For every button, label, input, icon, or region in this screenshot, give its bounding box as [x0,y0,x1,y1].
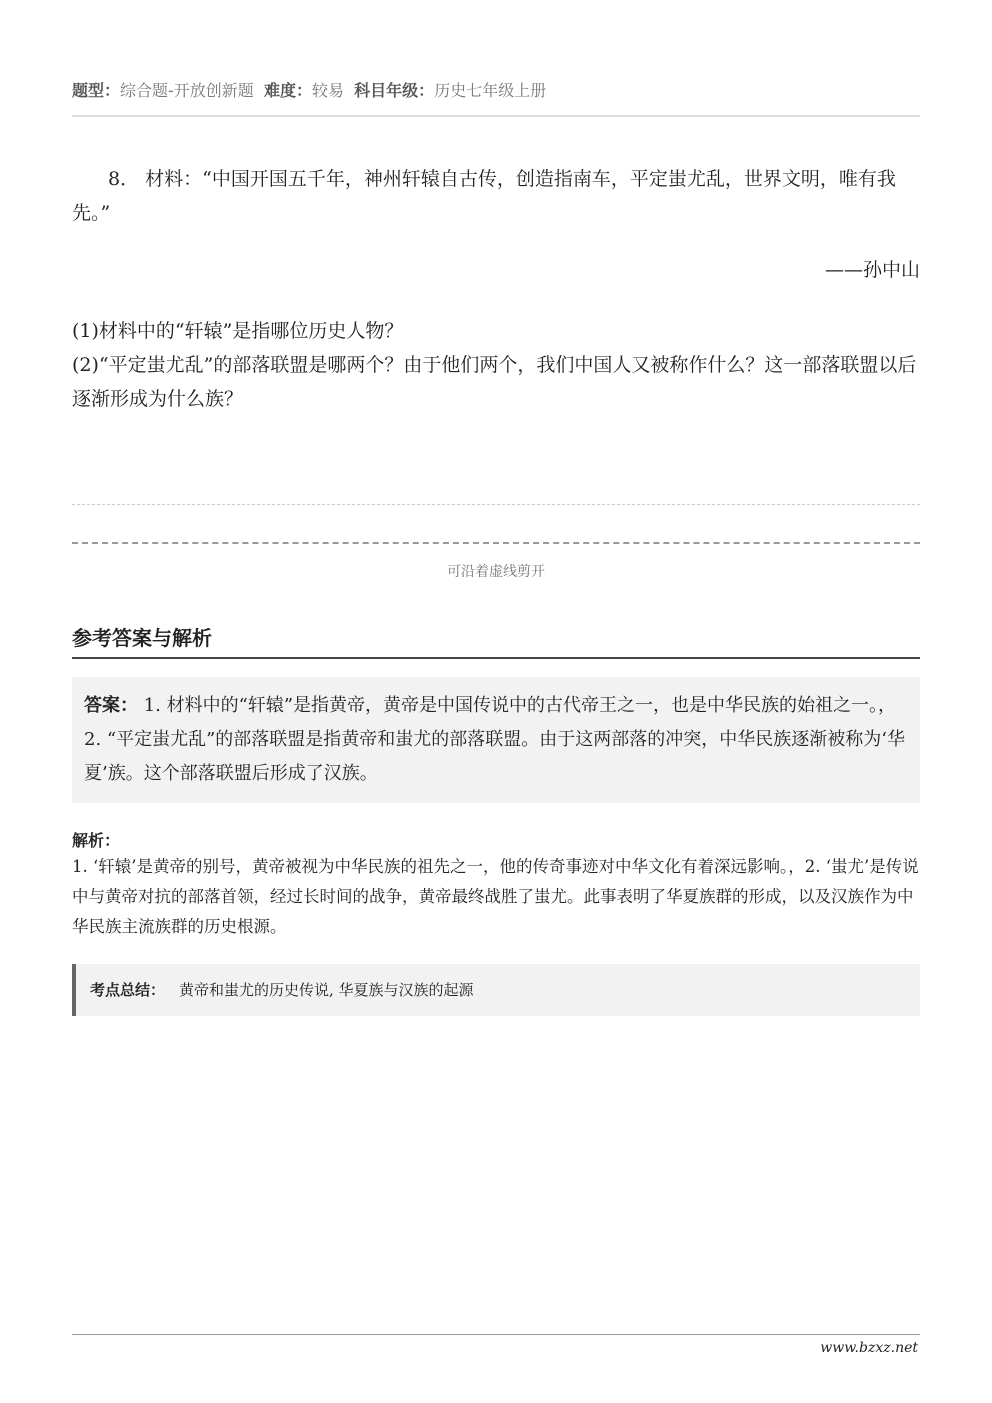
cut-line [72,542,920,544]
type-label: 题型： [72,81,121,100]
subject-label: 科目年级： [354,81,435,100]
sub-questions [72,314,920,416]
sub-question-1: (1)材料中的“轩辕”是指哪位历史人物？ [72,320,404,342]
analysis-text: 1. ‘轩辕’是黄帝的别号，黄帝被视为中华民族的祖先之一，他的传奇事迹对中华文化有着深远影响。，2. ‘蚩尤’是传说中与黄帝对抗的部落首领，经过长时间的战争，黄帝最终战胜了蚩尤。此事表明了华夏族群的形成，以及汉族作为中华民族主流族群的历史根源。 [72,857,919,936]
footer-divider [72,1334,920,1335]
section-divider [72,657,920,659]
section-title: 参考答案与解析 [72,626,212,650]
answer-text: 1. 材料中的“轩辕”是指黄帝，黄帝是中国传说中的古代帝王之一，也是中华民族的始祖之一。，2. “平定蚩尤乱”的部落联盟是指黄帝和蚩尤的部落联盟。由于这两部落的冲突，中华民族逐渐被称为‘华夏’族。这个部落联盟后形成了汉族。 [84,695,906,784]
question-meta [72,78,546,101]
difficulty-value: 较易 [311,81,344,100]
key-points-box [72,964,920,1016]
key-points-text: 黄帝和蚩尤的历史传说, 华夏族与汉族的起源 [179,981,474,999]
type-value: 综合题-开放创新题 [120,81,254,100]
sub-question-2: (2)“平定蚩尤乱”的部落联盟是哪两个？由于他们两个，我们中国人又被称作什么？这一部落联盟以后逐渐形成为什么族？ [72,354,917,410]
analysis-label: 解析： [72,831,121,850]
difficulty-label: 难度： [263,81,312,100]
answer-space-line [72,504,920,505]
subject-value: 历史七年级上册 [434,81,547,100]
quote-author: ——孙中山 [824,259,920,281]
divider [72,115,920,117]
key-points-label: 考点总结： [90,981,166,999]
question-text: 8． 材料：“中国开国五千年，神州轩辕自古传，创造指南车，平定蚩尤乱，世界文明，唯有我先。” [72,168,896,224]
cut-hint: 可沿着虚线剪开 [447,564,545,580]
footer-url: www.bzxz.net [820,1340,918,1356]
answer-box [72,677,920,803]
answer-label: 答案： [84,695,138,716]
